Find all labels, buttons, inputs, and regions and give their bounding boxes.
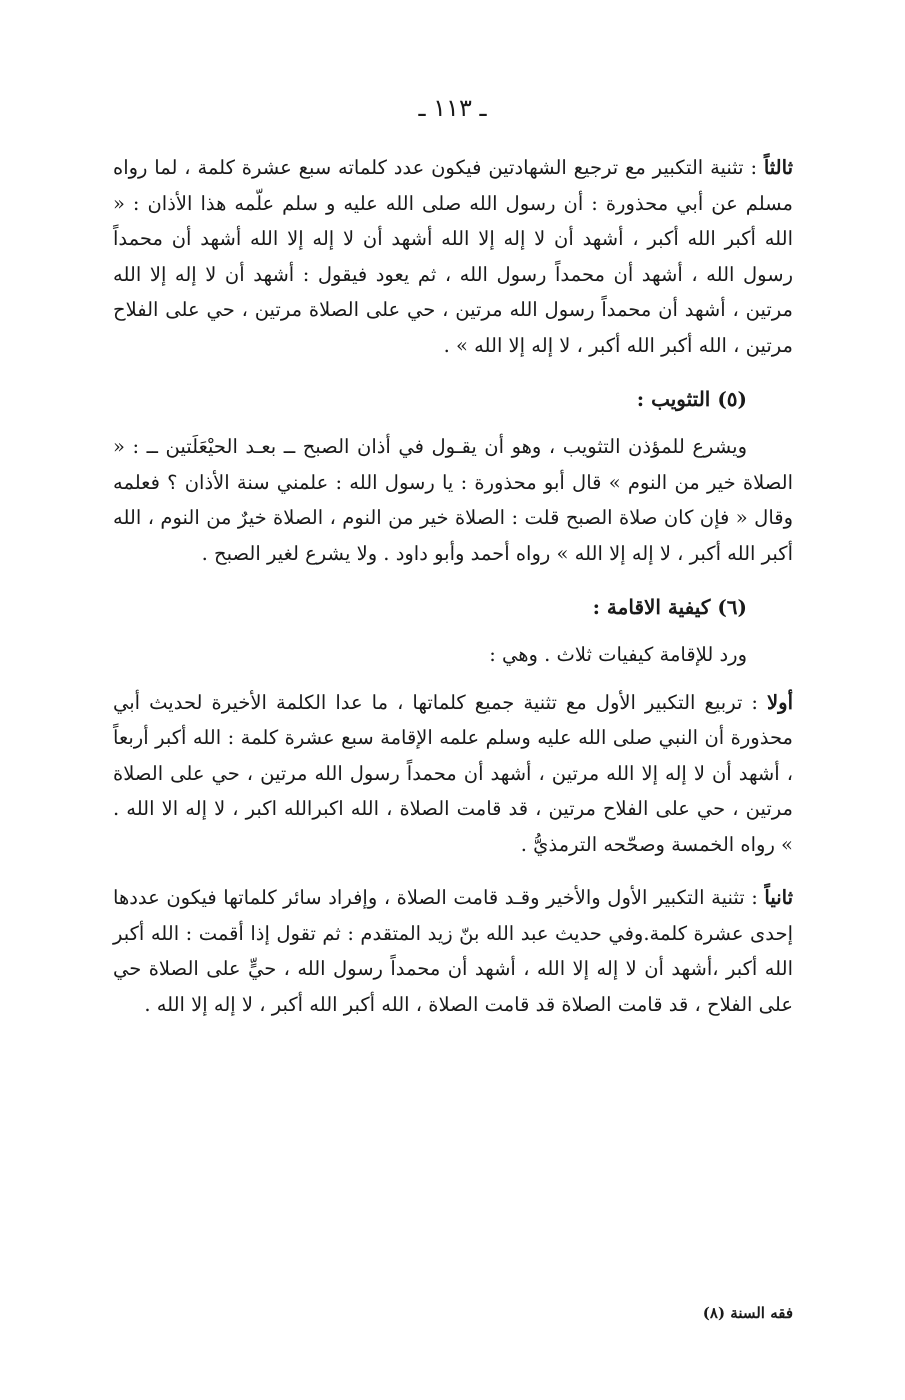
heading-tathwib: (٥) التثويب :: [636, 387, 747, 411]
paragraph-iqama-intro: ورد للإقامة كيفيات ثلاث . وهي :: [489, 643, 747, 666]
paragraph-text-awwalan: : تربيع التكبير الأول مع تثنية جميع كلماتها ، ما عدا الكلمة الأخيرة لحديث أبي محذورة أن النبي صلى الله عليه وسلم علمه الإقامة سبع عشرة كلمة : الله أكبر أربعاً ، أشهد أن لا إله إلا الله مرتين ، أشهد أن محمداً رسول الله مرتين ، حي على الصلاة مرتين ، حي على الفلاح مرتين ، قد قامت الصلاة ، الله اكبرالله اكبر ، لا إله الا الله . » رواه الخمسة وصحّحه الترمذيُّ .: [113, 690, 793, 856]
paragraph-text-thalithan: : تثنية التكبير مع ترجيع الشهادتين فيكون عدد كلماته سبع عشرة كلمة ، لما رواه مسلم عن أبي محذورة : أن رسول الله صلى الله عليه و سلم علّمه هذا الأذان : « الله أكبر الله أكبر ، أشهد أن لا إله إلا الله أشهد أن لا إله إلا الله أشهد أن محمداً رسول الله ، أشهد أن محمداً رسول الله ، ثم يعود فيقول : أشهد أن لا إله إلا الله مرتين ، أشهد أن محمداً رسول الله مرتين ، حي على الصلاة مرتين ، حي على الفلاح مرتين ، الله أكبر الله أكبر ، لا إله إلا الله » .: [113, 156, 793, 357]
paragraph-lead-thalithan: ثالثاً: [763, 156, 793, 179]
footer-book-label: فقه السنة (٨): [702, 1304, 793, 1322]
heading-iqama: (٦) كيفية الاقامة :: [592, 595, 747, 619]
paragraph-tathwib: ويشرع للمؤذن التثويب ، وهو أن يقـول في أذان الصبح ــ بعـد الحيْعَلَتين ــ : « الصلاة خير من النوم » قال أبو محذورة : يا رسول الله : علمني سنة الأذان ؟ فعلمه وقال « فإن كان صلاة الصبح قلت : الصلاة خير من النوم ، الصلاة خيرٌ من النوم ، الله أكبر الله أكبر ، لا إله إلا الله » رواه أحمد وأبو داود . ولا يشرع لغير الصبح .: [113, 435, 793, 565]
page-number: ـ ١١٣ ـ: [418, 94, 487, 122]
paragraph-text-thaniyan: : تثنية التكبير الأول والأخير وقـد قامت الصلاة ، وإفراد سائر كلماتها فيكون عددها إحدى عشرة كلمة.وفي حديث عبد الله بنّ زيد المتقدم : ثم تقول إذا أقمت : الله أكبر الله أكبر ،أشهد أن لا إله إلا الله ، أشهد أن محمداً رسول الله ، حيٍّ على الصلاة حي على الفلاح ، قد قامت الصلاة قد قامت الصلاة ، الله أكبر الله أكبر ، لا إله إلا الله .: [113, 886, 793, 1016]
paragraph-awwalan: [113, 685, 793, 863]
paragraph-lead-thaniyan: ثانياً: [764, 886, 793, 909]
page-content: [113, 150, 793, 1022]
paragraph-thalithan: [113, 150, 793, 363]
paragraph-lead-awwalan: أولا: [767, 690, 793, 714]
paragraph-thaniyan: [113, 880, 793, 1022]
